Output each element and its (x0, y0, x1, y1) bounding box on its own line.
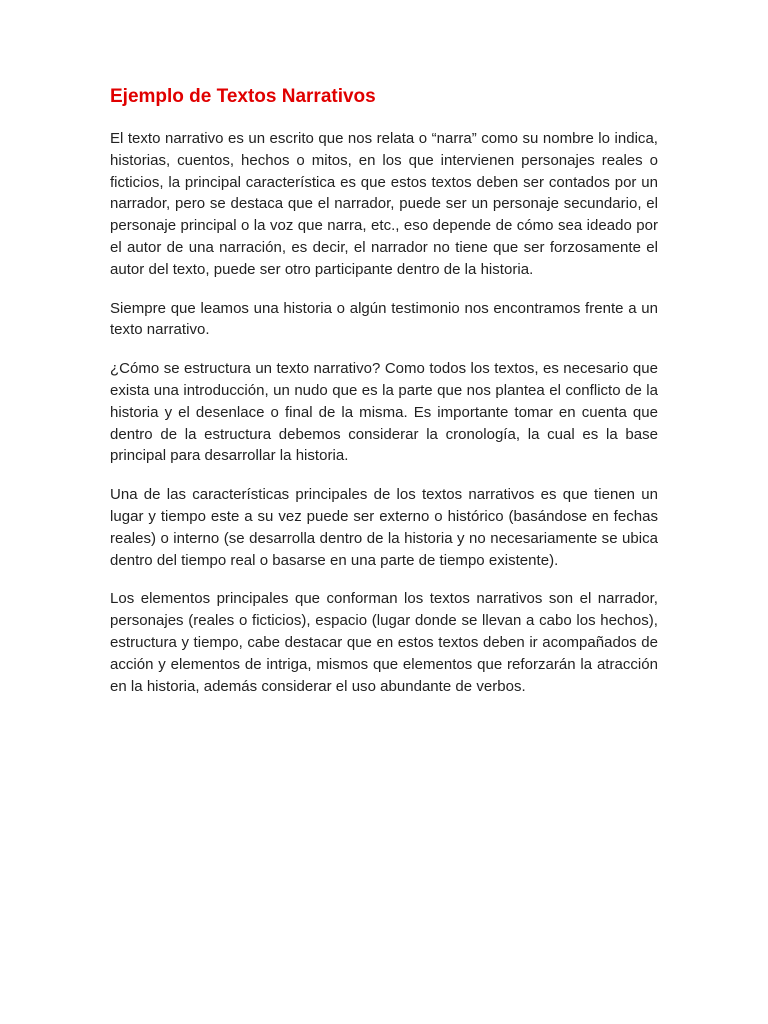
document-title: Ejemplo de Textos Narrativos (110, 86, 376, 107)
paragraph-structure: ¿Cómo se estructura un texto narrativo? Como todos los textos, es necesario que exista una introducción, un nudo que es la parte que nos plantea el conflicto de la historia y el desenlace o final de la misma. Es importante tomar en cuenta que dentro de la estructura debemos considerar la cronología, la cual es la base principal para desarrollar la historia. (110, 360, 658, 465)
paragraph-characteristics: Una de las características principales de los textos narrativos es que tienen un lugar y tiempo este a su vez puede ser externo o histórico (basándose en fechas reales) o interno (se desarrolla dentro de la historia y no necesariamente se ubica dentro del tiempo real o basarse en una parte de tiempo existente). (110, 486, 658, 569)
paragraph-definition: El texto narrativo es un escrito que nos relata o “narra” como su nombre lo indica, historias, cuentos, hechos o mitos, en los que intervienen personajes reales o ficticios, la principal característica es que estos textos deben ser contados por un narrador, pero se destaca que el narrador, puede ser un personaje secundario, el personaje principal o la voz que narra, etc., eso depende de cómo sea ideado por el autor de una narración, es decir, el narrador no tiene que ser forzosamente el autor del texto, puede ser otro participante dentro de la historia. (110, 130, 658, 278)
paragraph-elements: Los elementos principales que conforman los textos narrativos son el narrador, personajes (reales o ficticios), espacio (lugar donde se llevan a cabo los hechos), estructura y tiempo, cabe destacar que en estos textos deben ir acompañados de acción y elementos de intriga, mismos que elementos que reforzarán la atracción en la historia, además considerar el uso abundante de verbos. (110, 590, 658, 695)
document-page (110, 84, 658, 714)
paragraph-reading: Siempre que leamos una historia o algún testimonio nos encontramos frente a un texto narrativo. (110, 299, 658, 339)
